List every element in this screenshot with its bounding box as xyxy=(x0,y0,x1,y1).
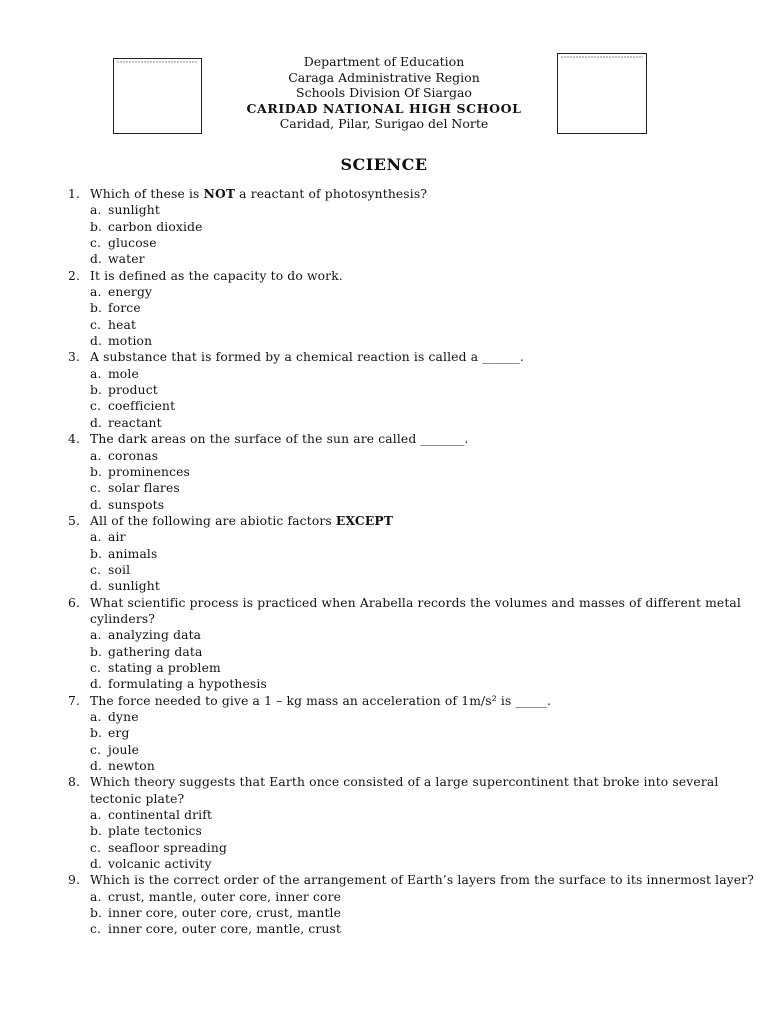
question-text-part: What scientific process is practiced when Arabella records the volumes and masses of different metal cylinders? xyxy=(90,595,741,626)
answer-option xyxy=(68,758,758,774)
option-letter: c. xyxy=(90,317,102,332)
answer-option xyxy=(68,529,758,545)
question-text xyxy=(68,268,758,284)
option-letter: c. xyxy=(90,840,102,855)
question-text-part: The force needed to give a 1 – kg mass an acceleration of 1m/s² is _____. xyxy=(90,693,552,708)
option-letter: a. xyxy=(90,366,102,381)
answer-option xyxy=(68,366,758,382)
option-text: reactant xyxy=(108,415,162,430)
option-text: energy xyxy=(108,285,153,300)
question-emphasis: NOT xyxy=(203,186,236,201)
answer-option xyxy=(68,856,758,872)
question-item xyxy=(68,595,758,693)
option-letter: a. xyxy=(90,530,102,545)
answer-option xyxy=(68,709,758,725)
option-text: inner core, outer core, crust, mantle xyxy=(108,906,342,921)
answer-option xyxy=(68,578,758,594)
option-letter: d. xyxy=(90,677,103,692)
question-text xyxy=(68,872,758,888)
answer-option xyxy=(68,284,758,300)
question-text xyxy=(68,186,758,202)
document-header xyxy=(0,54,768,132)
question-text-part: All of the following are abiotic factors xyxy=(90,513,336,528)
option-letter: a. xyxy=(90,710,102,724)
question-item xyxy=(68,349,758,431)
option-letter: b. xyxy=(90,219,103,234)
option-letter: c. xyxy=(90,481,102,496)
question-number: 2. xyxy=(68,268,81,283)
option-letter: b. xyxy=(90,301,103,316)
option-letter: d. xyxy=(90,497,103,512)
header-address: Caridad, Pilar, Surigao del Norte xyxy=(279,116,489,131)
question-number: 6. xyxy=(68,595,81,610)
question-number: 9. xyxy=(68,873,81,888)
option-letter: b. xyxy=(90,464,103,479)
answer-option xyxy=(68,398,758,414)
option-text: dyne xyxy=(108,710,139,724)
question-text-part: Which of these is xyxy=(90,187,204,201)
question-text-part: The dark areas on the surface of the sun are called _______. xyxy=(90,432,469,447)
question-number: 1. xyxy=(68,187,81,201)
option-text: gathering data xyxy=(108,644,203,659)
option-text: water xyxy=(108,252,145,267)
answer-option xyxy=(68,317,758,333)
question-number: 5. xyxy=(68,513,81,528)
option-text: solar flares xyxy=(108,481,180,496)
subject-title: SCIENCE xyxy=(340,155,428,174)
option-text: erg xyxy=(108,726,130,741)
option-text: sunlight xyxy=(108,203,160,218)
question-text-part: Which theory suggests that Earth once consisted of a large supercontinent that broke into several tectonic plate? xyxy=(90,775,719,806)
answer-option xyxy=(68,448,758,464)
option-text: sunlight xyxy=(108,579,160,594)
answer-option xyxy=(68,742,758,758)
option-text: joule xyxy=(108,742,140,757)
header-department: Department of Education xyxy=(303,54,465,69)
question-text-part: A substance that is formed by a chemical reaction is called a ______. xyxy=(90,350,525,365)
answer-option xyxy=(68,644,758,660)
answer-option xyxy=(68,300,758,316)
option-letter: c. xyxy=(90,660,102,675)
option-text: motion xyxy=(108,334,153,349)
option-letter: d. xyxy=(90,857,103,872)
answer-option xyxy=(68,905,758,921)
question-number: 3. xyxy=(68,350,81,365)
option-text: coefficient xyxy=(108,399,176,414)
answer-option xyxy=(68,382,758,398)
answer-option xyxy=(68,415,758,431)
option-text: carbon dioxide xyxy=(108,219,203,234)
option-letter: b. xyxy=(90,906,103,921)
question-list xyxy=(68,186,758,938)
option-text: product xyxy=(108,383,158,398)
option-text: seafloor spreading xyxy=(108,840,227,855)
option-letter: d. xyxy=(90,579,103,594)
answer-option xyxy=(68,676,758,692)
option-letter: c. xyxy=(90,922,102,937)
question-item xyxy=(68,693,758,775)
question-item xyxy=(68,186,758,268)
header-school-name: CARIDAD NATIONAL HIGH SCHOOL xyxy=(246,100,522,116)
answer-option xyxy=(68,725,758,741)
answer-option xyxy=(68,807,758,823)
option-letter: b. xyxy=(90,546,103,561)
option-text: formulating a hypothesis xyxy=(108,677,267,692)
option-text: continental drift xyxy=(108,808,213,823)
answer-option xyxy=(68,219,758,235)
question-text-part: a reactant of photosynthesis? xyxy=(235,187,428,201)
answer-option xyxy=(68,840,758,856)
option-letter: d. xyxy=(90,759,103,774)
answer-option xyxy=(68,660,758,676)
option-letter: c. xyxy=(90,236,102,251)
answer-option xyxy=(68,562,758,578)
option-text: soil xyxy=(108,562,131,577)
answer-option xyxy=(68,627,758,643)
option-letter: c. xyxy=(90,562,102,577)
option-letter: a. xyxy=(90,448,102,463)
header-division: Schools Division Of Siargao xyxy=(296,85,472,100)
header-region: Caraga Administrative Region xyxy=(288,69,480,85)
question-text xyxy=(68,349,758,365)
question-text-part: It is defined as the capacity to do work. xyxy=(90,268,343,283)
question-item xyxy=(68,513,758,595)
question-item xyxy=(68,431,758,513)
option-letter: b. xyxy=(90,644,103,659)
answer-option xyxy=(68,202,758,218)
option-letter: d. xyxy=(90,415,103,430)
option-text: coronas xyxy=(108,448,159,463)
question-number: 7. xyxy=(68,693,81,708)
question-text xyxy=(68,693,758,709)
option-letter: a. xyxy=(90,285,102,300)
option-letter: a. xyxy=(90,203,102,218)
option-text: analyzing data xyxy=(108,628,202,643)
option-text: prominences xyxy=(108,464,190,479)
option-text: heat xyxy=(108,317,137,332)
question-item xyxy=(68,774,758,872)
option-text: glucose xyxy=(108,236,157,251)
option-text: stating a problem xyxy=(108,660,221,675)
answer-option xyxy=(68,546,758,562)
option-text: sunspots xyxy=(108,497,165,512)
option-letter: a. xyxy=(90,889,102,904)
option-text: mole xyxy=(108,366,139,381)
question-text xyxy=(68,774,758,807)
answer-option xyxy=(68,464,758,480)
question-item xyxy=(68,872,758,937)
question-emphasis: EXCEPT xyxy=(335,512,394,528)
option-letter: d. xyxy=(90,252,103,267)
question-text xyxy=(68,431,758,447)
answer-option xyxy=(68,921,758,937)
option-text: newton xyxy=(108,759,155,774)
option-text: crust, mantle, outer core, inner core xyxy=(108,889,342,904)
option-letter: b. xyxy=(90,824,103,839)
answer-option xyxy=(68,333,758,349)
option-letter: a. xyxy=(90,628,102,643)
question-text xyxy=(68,513,758,529)
question-number: 4. xyxy=(68,432,81,447)
option-letter: b. xyxy=(90,383,103,398)
option-letter: c. xyxy=(90,742,102,757)
option-letter: c. xyxy=(90,399,102,414)
answer-option xyxy=(68,251,758,267)
option-letter: a. xyxy=(90,808,102,823)
answer-option xyxy=(68,497,758,513)
answer-option xyxy=(68,889,758,905)
option-text: air xyxy=(108,530,126,545)
option-text: force xyxy=(108,301,141,316)
option-text: inner core, outer core, mantle, crust xyxy=(108,922,342,937)
answer-option xyxy=(68,480,758,496)
option-text: volcanic activity xyxy=(108,857,212,872)
answer-option xyxy=(68,235,758,251)
option-letter: d. xyxy=(90,334,103,349)
question-number: 8. xyxy=(68,775,81,790)
question-text-part: Which is the correct order of the arrangement of Earth’s layers from the surface to its innermost layer? xyxy=(90,873,754,888)
answer-option xyxy=(68,823,758,839)
option-text: plate tectonics xyxy=(108,824,203,839)
question-item xyxy=(68,268,758,350)
option-text: animals xyxy=(108,546,158,561)
question-text xyxy=(68,595,758,628)
option-letter: b. xyxy=(90,726,103,741)
